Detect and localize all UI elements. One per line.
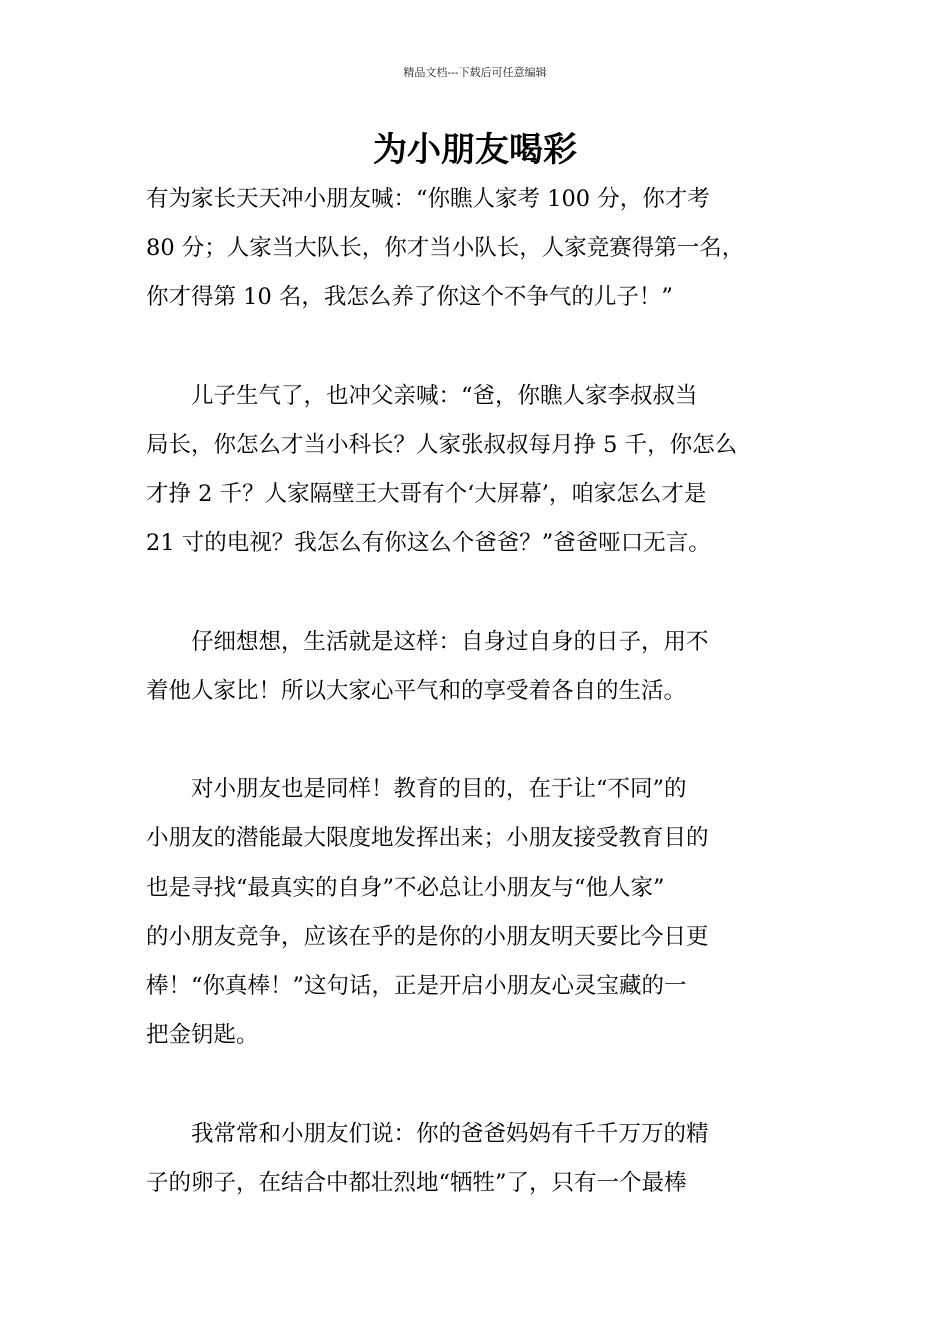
paragraph-gap [146,569,811,618]
paragraph-2 [146,372,811,569]
paragraph-1 [146,175,811,323]
text-line: 小朋友的潜能最大限度地发挥出来；小朋友接受教育目的 [146,825,709,852]
header-note: 精品文档---下载后可任意编辑 [403,66,547,79]
text-line: 着他人家比！所以大家心平气和的享受着各自的生活。 [146,677,687,704]
text-line: 把金钥匙。 [146,1022,259,1049]
paragraph-4 [146,765,811,1060]
text-line: 儿子生气了，也冲父亲喊：“爸，你瞧人家李叔叔当 [146,382,698,409]
text-line: 也是寻找“最真实的自身”不必总让小朋友与“他人家” [146,874,665,901]
document-title: 为小朋友喝彩 [373,130,577,170]
text-line: 你才得第 10 名，我怎么养了你这个不争气的儿子！” [146,284,673,311]
text-line: 对小朋友也是同样！教育的目的，在于让“不同”的 [146,776,687,803]
text-line: 子的卵子，在结合中都壮烈地“牺牲”了，只有一个最棒 [146,1169,687,1196]
text-line: 我常常和小朋友们说：你的爸爸妈妈有千千万万的精 [146,1120,709,1147]
text-line: 有为家长天天冲小朋友喊：“你瞧人家考 100 分，你才考 [146,186,710,212]
paragraph-3 [146,618,811,716]
paragraph-5 [146,1110,811,1208]
text-line: 局长，你怎么才当小科长？人家张叔叔每月挣 5 千，你怎么 [146,431,738,458]
text-line: 的小朋友竞争，应该在乎的是你的小朋友明天要比今日更 [146,923,709,950]
paragraph-gap [146,716,811,765]
paragraph-gap [146,323,811,372]
document-body [146,175,811,1208]
text-line: 80 分；人家当大队长，你才当小队长，人家竞赛得第一名， [146,235,745,262]
text-line: 21 寸的电视？我怎么有你这么个爸爸？”爸爸哑口无言。 [146,530,711,557]
text-line: 才挣 2 千？人家隔壁王大哥有个‘大屏幕’，咱家怎么才是 [146,481,707,508]
paragraph-gap [146,1060,811,1109]
text-line: 棒！“你真棒！”这句话，正是开启小朋友心灵宝藏的一 [146,973,687,999]
text-line: 仔细想想，生活就是这样：自身过自身的日子，用不 [146,628,709,655]
